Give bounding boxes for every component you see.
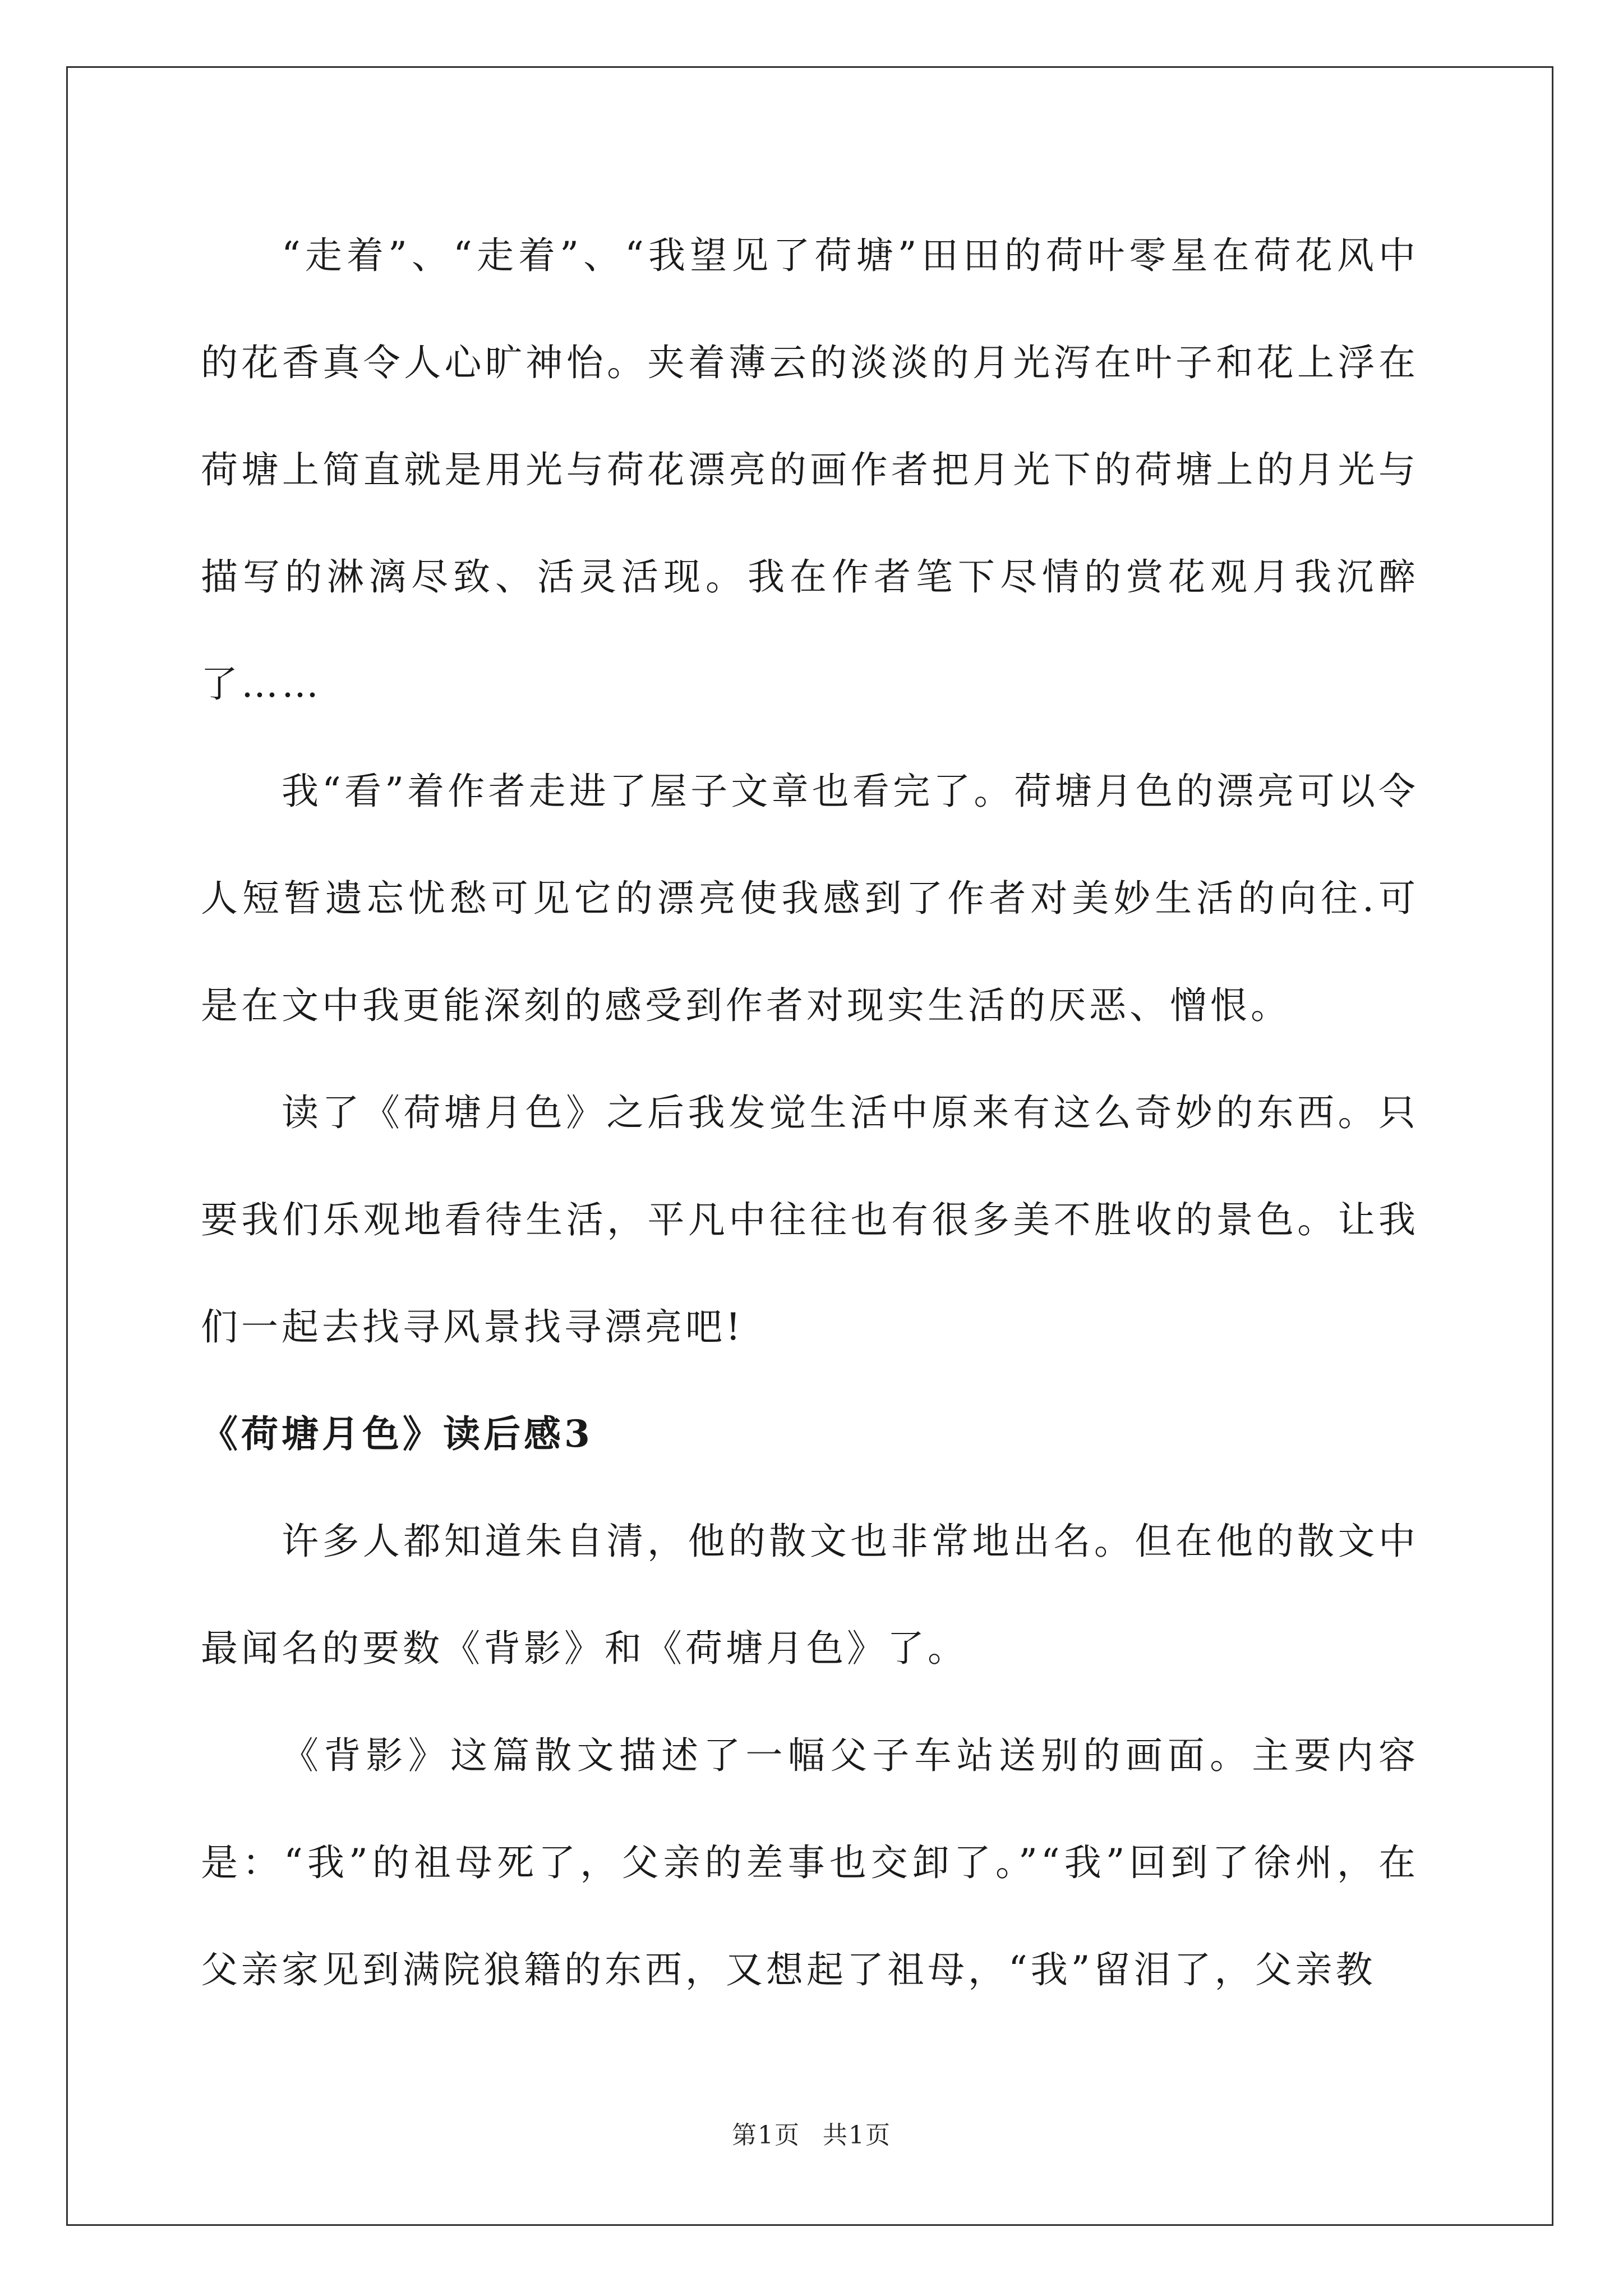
section-title: 《荷塘月色》读后感3 [201, 1412, 593, 1456]
paragraph-1: “走着”、“走着”、“我望见了荷塘”田田的荷叶零星在荷花风中的花香真令人心旷神怡。夹着薄云的淡淡的月光泻在叶子和花上浮在荷塘上简直就是用光与荷花漂亮的画作者把月光下的荷塘上的月光与描写的淋漓尽致、活灵活现。我在作者笔下尽情的赏花观月我沉醉了…… [201, 234, 1419, 706]
page-footer [0, 2115, 1623, 2151]
section-paragraph-1: 许多人都知道朱自清，他的散文也非常地出名。但在他的散文中最闻名的要数《背影》和《荷塘月色》了。 [201, 1520, 1419, 1670]
paragraph-2: 我“看”着作者走进了屋子文章也看完了。荷塘月色的漂亮可以令人短暂遗忘忧愁可见它的漂亮使我感到了作者对美妙生活的向往.可是在文中我更能深刻的感受到作者对现实生活的厌恶、憎恨。 [201, 770, 1419, 1027]
document-body [201, 202, 1419, 2023]
page-number: 第1页 [732, 2121, 800, 2150]
paragraph-3: 读了《荷塘月色》之后我发觉生活中原来有这么奇妙的东西。只要我们乐观地看待生活，平凡中往往也有很多美不胜收的景色。让我们一起去找寻风景找寻漂亮吧! [201, 1091, 1419, 1349]
page-total: 共1页 [823, 2121, 891, 2150]
section-paragraph-2: 《背影》这篇散文描述了一幅父子车站送别的画面。主要内容是：“我”的祖母死了，父亲的差事也交卸了。”“我”回到了徐州，在父亲家见到满院狼籍的东西，又想起了祖母，“我”留泪了，父亲教 [201, 1734, 1419, 1991]
